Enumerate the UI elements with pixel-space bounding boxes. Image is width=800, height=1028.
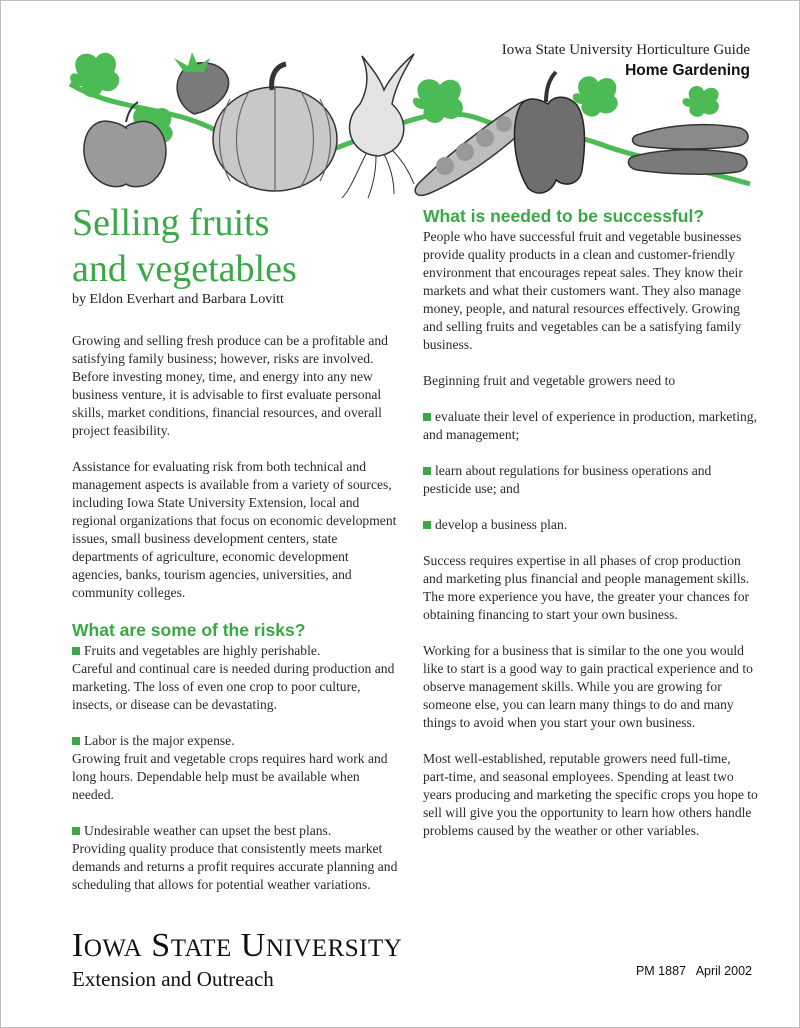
success-paragraph-3: Success requires expertise in all phases of crop production and marketing plus financial and people management skills. The more experience you have, the greater your chances for obtaining financing to start your own business.: [423, 553, 750, 622]
needs-item: [423, 462, 758, 498]
bullet-icon: [72, 647, 80, 655]
needs-item-text: develop a business plan.: [435, 517, 568, 532]
bullet-icon: [72, 827, 80, 835]
guide-series: Iowa State University Horticulture Guide: [501, 42, 750, 58]
risk-body: Providing quality produce that consistently meets market demands and returns a profit requires accurate planning and scheduling that allows for potential weather variations.: [72, 841, 398, 892]
success-paragraph-1: People who have successful fruit and vegetable businesses provide quality products in a clean and customer-friendly environment that encourages repeat sales. They know their markets and what their customers want. They also manage money, people, and natural resources effectively. Growing and selling fruits and vegetables can be a satisfying family business.: [423, 229, 743, 352]
bullet-icon: [423, 521, 431, 529]
risk-lead: Undesirable weather can upset the best plans.: [84, 823, 332, 838]
risk-lead: Fruits and vegetables are highly perishable.: [84, 643, 321, 658]
needs-item: [423, 408, 758, 444]
right-column: [423, 206, 758, 858]
risks-heading: What are some of the risks?: [72, 620, 306, 640]
guide-topic: Home Gardening: [625, 62, 750, 79]
publication-date: April 2002: [695, 964, 752, 978]
title-line-1: Selling fruits: [72, 202, 270, 244]
intro-paragraph-1: Growing and selling fresh produce can be a profitable and satisfying family business; however, risks are involved. Before investing money, time, and energy into any new business venture, it is advisable to first evaluate personal skills, market conditions, financial resources, and overall project feasibility.: [72, 333, 388, 438]
risk-item: [72, 642, 402, 714]
onion-icon: [342, 54, 414, 198]
needs-item-text: evaluate their level of experience in production, marketing, and management;: [423, 409, 757, 442]
bullet-icon: [423, 413, 431, 421]
pepper-icon: [514, 72, 584, 193]
byline: by Eldon Everhart and Barbara Lovitt: [72, 292, 284, 307]
extension-name: Extension and Outreach: [72, 967, 274, 991]
success-paragraph-2: Beginning fruit and vegetable growers need to: [423, 373, 676, 388]
risk-lead: Labor is the major expense.: [84, 733, 235, 748]
university-name: IOWA STATE UNIVERSITY: [72, 927, 403, 964]
needs-item: [423, 516, 758, 534]
strawberry-icon: [174, 52, 229, 114]
risk-item: [72, 822, 402, 894]
risk-body: Careful and continual care is needed during production and marketing. The loss of even one crop to poor culture, insects, or disease can be devastating.: [72, 661, 395, 712]
success-heading: What is needed to be successful?: [423, 206, 705, 226]
pumpkin-icon: [213, 64, 337, 191]
publication-number: PM 1887: [635, 964, 686, 978]
page-title: [72, 200, 297, 292]
left-column: [72, 332, 402, 912]
title-line-2: and vegetables: [72, 248, 297, 290]
success-paragraph-4: Working for a business that is similar to the one you would like to start is a good way to gain practical experience and to observe management skills. While you are growing for someone else, you can learn many things to do and many things to avoid when you start your own business.: [423, 643, 753, 730]
cucumber-icon: [628, 125, 748, 175]
university-logo: [72, 928, 402, 992]
success-paragraph-5: Most well-established, reputable growers need full-time, part-time, and seasonal employees. Spending at least two years producing and marketing the specific crops you hope to sell will give you the opportunity to learn how others handle problems caused by the weather or other variables.: [423, 751, 758, 838]
produce-banner: [60, 44, 760, 204]
risk-body: Growing fruit and vegetable crops requires hard work and long hours. Dependable help must be available when needed.: [72, 751, 388, 802]
bullet-icon: [72, 737, 80, 745]
intro-paragraph-2: Assistance for evaluating risk from both technical and management aspects is available from a variety of sources, including Iowa State University Extension, local and regional organizations that focus on economic development issues, small business development centers, state departments of agriculture, economic development agencies, banks, tourism agencies, universities, and community colleges.: [72, 459, 397, 600]
publication-info: [636, 964, 752, 978]
bullet-icon: [423, 467, 431, 475]
needs-item-text: learn about regulations for business operations and pesticide use; and: [423, 463, 712, 496]
risk-item: [72, 732, 402, 804]
